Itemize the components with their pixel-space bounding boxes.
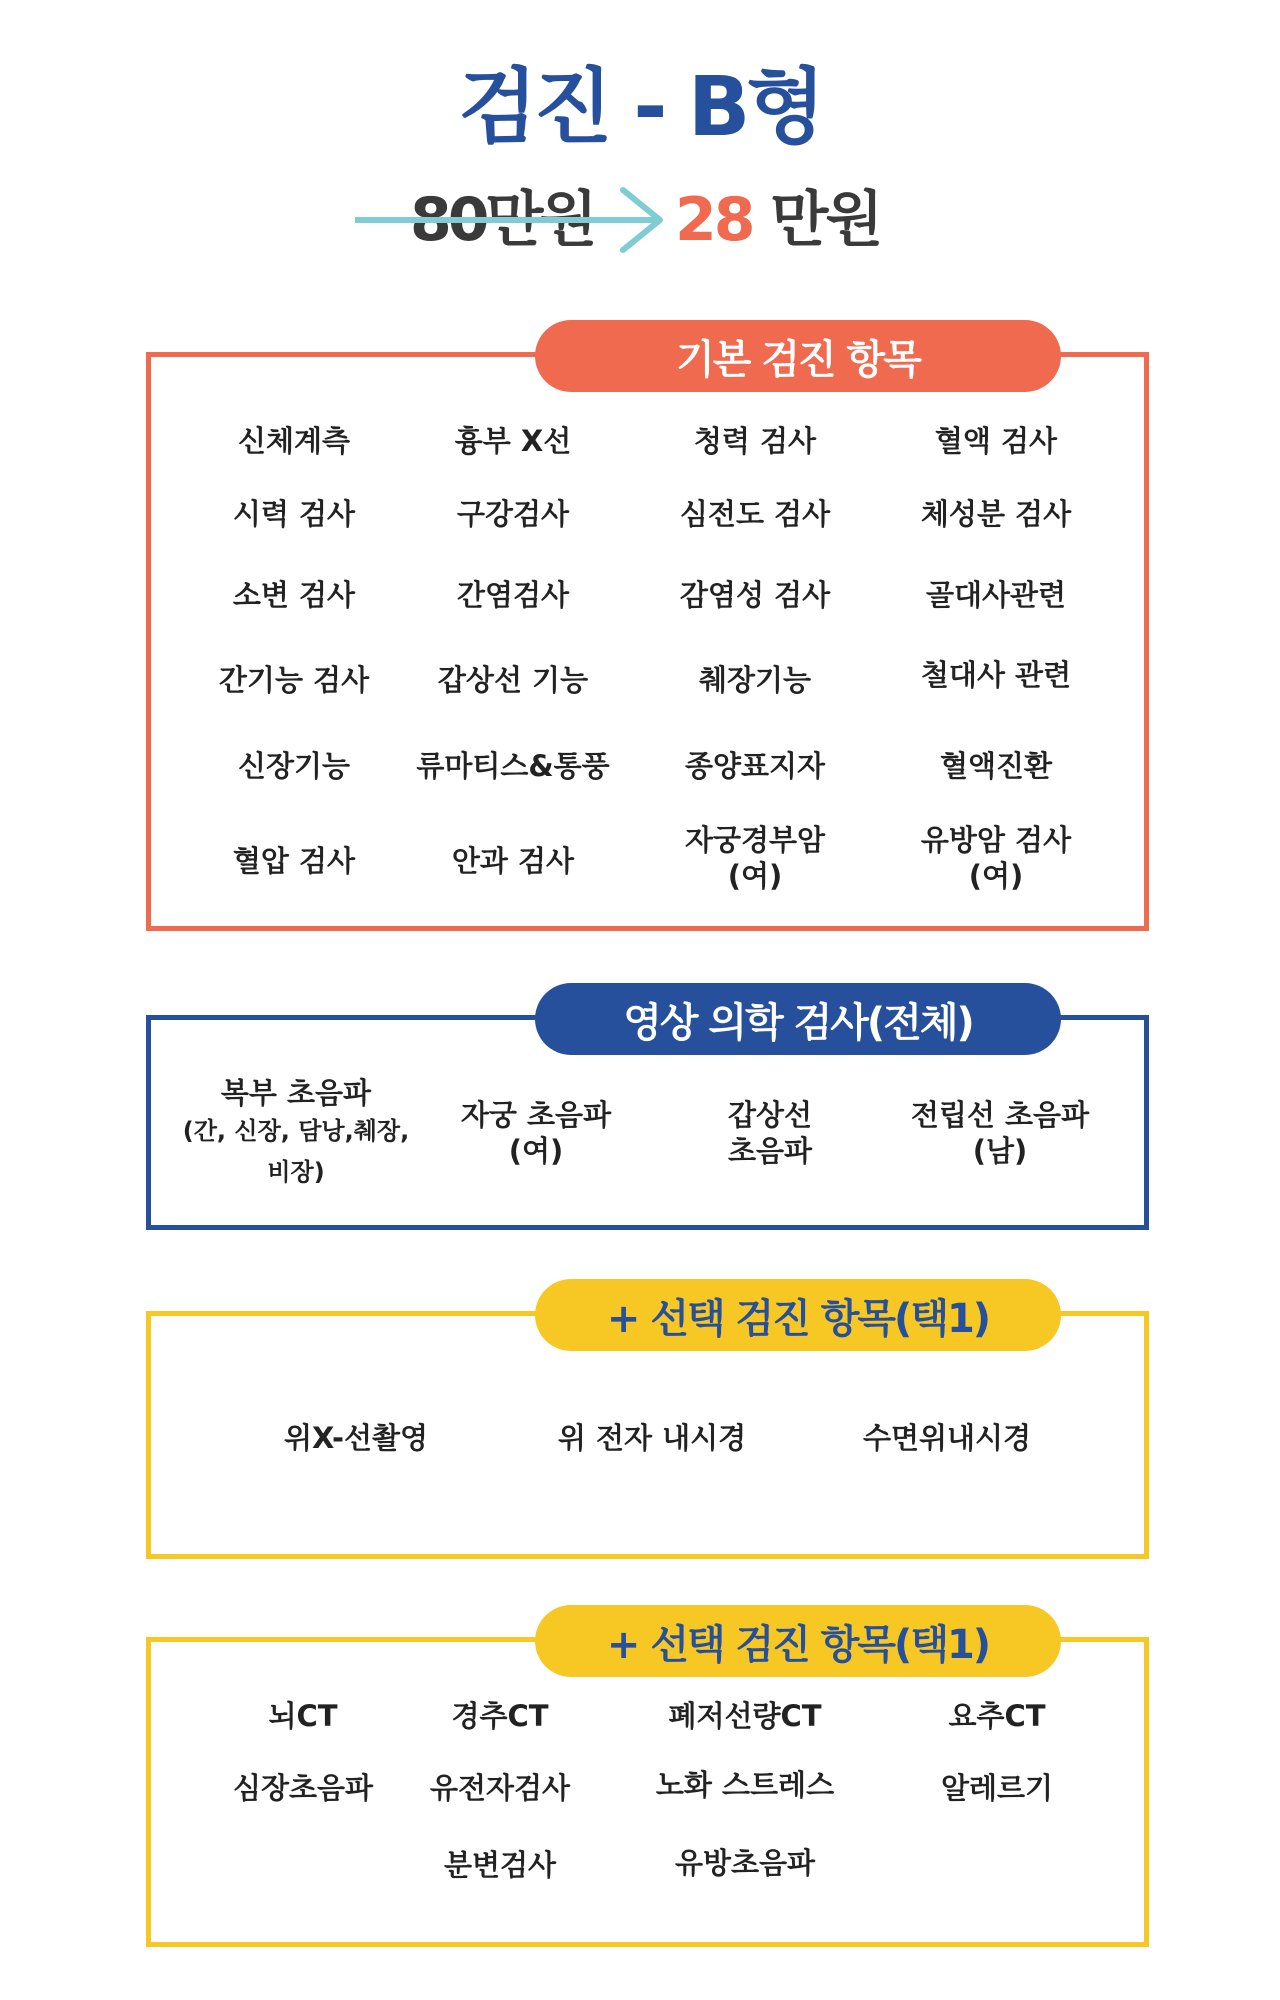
exam-item: 철대사 관련 [920,658,1072,692]
exam-item: 심전도 검사 [679,497,831,531]
exam-item [685,822,825,895]
exam-item: 시력 검사 [232,497,356,531]
exam-item: 구강검사 [456,497,570,531]
exam-item-name: 복부 초음파 [220,1076,372,1110]
original-price: 80만원 [410,185,594,255]
discount-price [675,172,880,258]
exam-item: 심장초음파 [232,1771,374,1805]
exam-item-name: 전립선 초음파 [910,1098,1090,1132]
exam-item: 체성분 검사 [920,497,1072,531]
exam-item: 신체계측 [237,424,351,458]
exam-item: 위 전자 내시경 [557,1421,747,1455]
exam-item [911,1097,1089,1170]
optional-exam-section-1 [146,1295,1149,1559]
exam-item: 췌장기능 [698,663,812,697]
optional-exam-section-2 [146,1621,1149,1947]
exam-item: 소변 검사 [232,578,356,612]
exam-item: 알레르기 [940,1771,1054,1805]
exam-item: 수면위내시경 [862,1421,1032,1455]
exam-item: 혈압 검사 [232,844,356,878]
basic-exam-section [146,336,1149,931]
exam-item: 혈액진환 [939,749,1053,783]
exam-item: 유방초음파 [674,1846,816,1880]
imaging-exam-section [146,999,1149,1230]
exam-item: 신장기능 [237,749,351,783]
exam-item: 뇌CT [268,1699,338,1733]
exam-item: 류마티스&통풍 [416,749,610,783]
exam-item-name: 자궁 초음파 [460,1098,612,1132]
exam-item-note: 비장) [267,1158,325,1187]
exam-item-note: (여) [508,1134,564,1169]
exam-item-name: 자궁경부암 [684,823,826,857]
exam-item-note: (남) [972,1134,1028,1169]
exam-item: 감염성 검사 [679,578,831,612]
exam-item: 간기능 검사 [218,663,370,697]
exam-item: 종양표지자 [684,749,826,783]
exam-item-note: 초음파 [727,1134,813,1169]
exam-item [183,1075,409,1193]
exam-item: 유전자검사 [429,1771,571,1805]
exam-item: 간염검사 [456,578,570,612]
exam-item: 분변검사 [443,1848,557,1882]
exam-item: 폐저선량CT [668,1699,822,1733]
exam-item-note: (여) [727,859,783,894]
right-arrow-icon [355,180,675,260]
exam-item-note: (간, 신장, 담낭,췌장, [182,1117,410,1146]
exam-item [921,822,1071,895]
optional-exam-title-2: + 선택 검진 항목(택1) [535,1605,1061,1677]
exam-item: 골대사관련 [925,578,1067,612]
exam-item: 청력 검사 [693,424,817,458]
exam-item-name: 유방암 검사 [920,823,1072,857]
exam-item: 요추CT [948,1699,1046,1733]
discount-price-unit: 만원 [752,185,881,255]
exam-item [728,1097,812,1170]
exam-item: 흉부 X선 [454,424,572,458]
exam-item: 위X-선촬영 [283,1421,429,1455]
exam-item-name: 갑상선 [727,1098,813,1132]
exam-item: 안과 검사 [451,844,575,878]
page-title: 검진 - B형 [458,60,822,155]
price-comparison [0,172,1280,262]
exam-item: 경추CT [451,1699,549,1733]
discount-price-value: 28 [675,185,753,255]
optional-exam-title-1: + 선택 검진 항목(택1) [535,1279,1061,1351]
exam-item [461,1097,611,1170]
exam-item: 갑상선 기능 [437,663,589,697]
exam-item: 혈액 검사 [934,424,1058,458]
basic-exam-title: 기본 검진 항목 [535,320,1061,392]
exam-item: 노화 스트레스 [655,1768,835,1802]
imaging-exam-title: 영상 의학 검사(전체) [535,983,1061,1055]
exam-item-note: (여) [968,859,1024,894]
